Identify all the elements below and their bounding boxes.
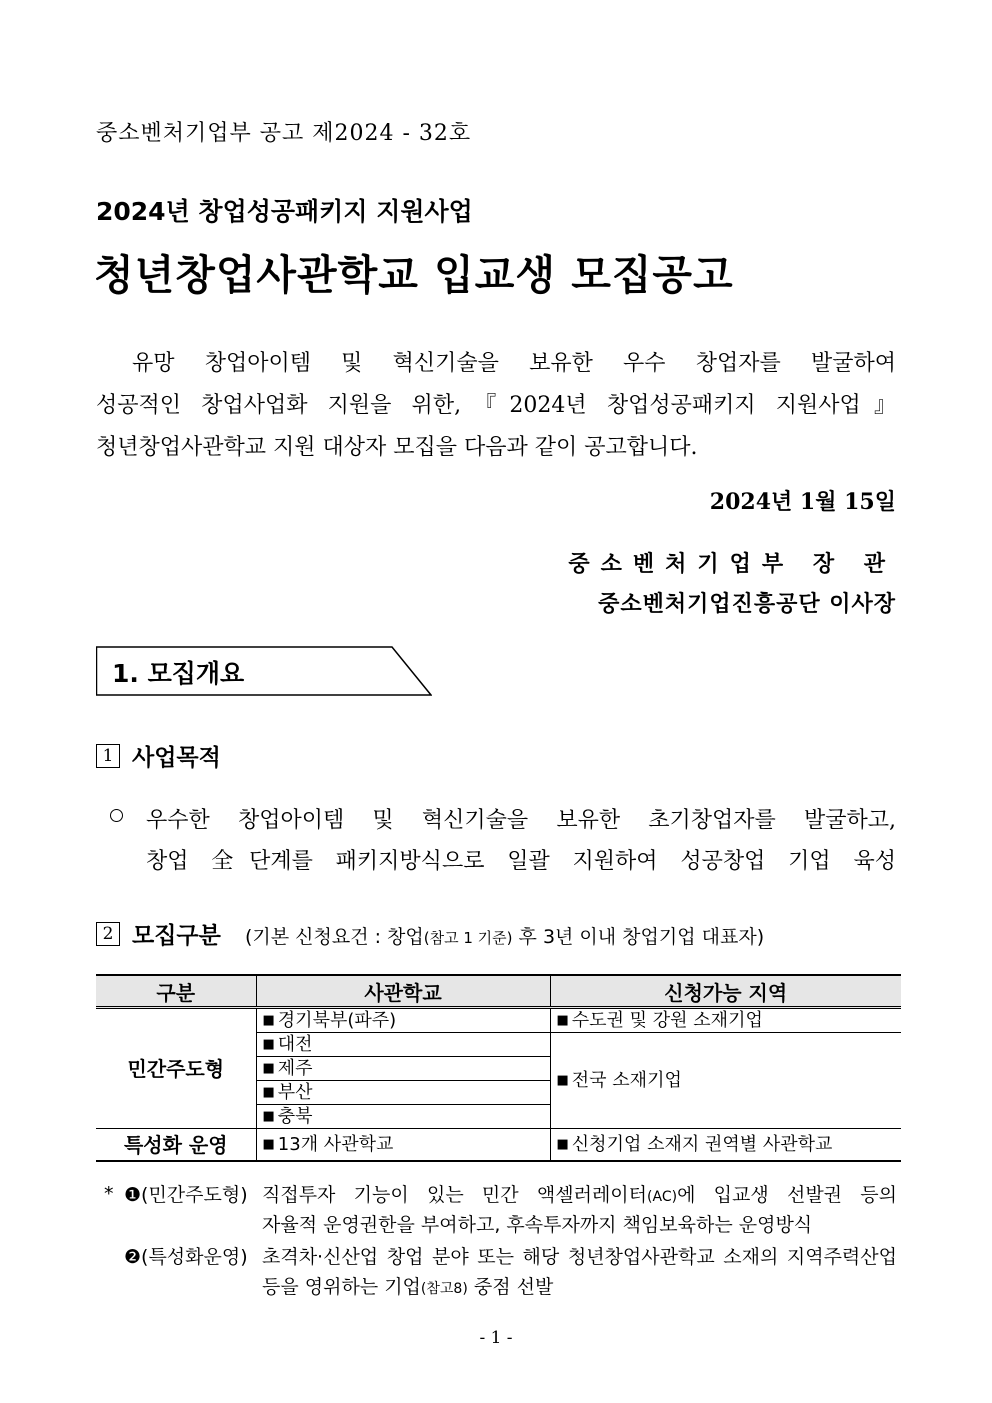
item-number-box: 2 xyxy=(96,922,120,946)
section-heading-box xyxy=(96,646,432,696)
document-subtitle: 2024년 창업성공패키지 지원사업 xyxy=(96,197,473,226)
issuer-agency: 중소벤처기업진흥공단 이사장 xyxy=(598,591,896,617)
footnote-2-line-2 xyxy=(262,1272,553,1299)
school-cell xyxy=(256,1105,550,1129)
announcement-date: 2024년 1월 15일 xyxy=(709,489,896,515)
footnote-1-line-2: 자율적 운영권한을 부여하고, 후속투자까지 책임보육하는 운영방식 xyxy=(262,1214,813,1236)
school-name: 경기북부(파주) xyxy=(277,1009,397,1031)
school-cell xyxy=(256,1008,550,1033)
square-bullet-icon: ■ xyxy=(262,1084,275,1100)
square-bullet-icon: ■ xyxy=(262,1036,275,1052)
circle-bullet-icon xyxy=(110,809,123,822)
region-text: 신청기업 소재지 권역별 사관학교 xyxy=(571,1133,833,1155)
school-cell xyxy=(256,1129,550,1162)
type-private: 민간주도형 xyxy=(96,1008,256,1129)
note-reference: (참고 1 기준) xyxy=(423,929,513,947)
document-title: 청년창업사관학교 입교생 모집공고 xyxy=(94,251,734,299)
school-name: 부산 xyxy=(277,1081,313,1103)
type-special: 특성화 운영 xyxy=(96,1129,256,1162)
footnote-2-line-1: 초격차·신산업 창업 분야 또는 해당 청년창업사관학교 소재의 지역주력산업 xyxy=(262,1246,897,1268)
footnote-text: 중점 선발 xyxy=(467,1276,554,1298)
table-row xyxy=(96,1129,901,1162)
region-cell xyxy=(550,1129,901,1162)
subheading-purpose: 사업목적 xyxy=(132,745,221,771)
header-type: 구분 xyxy=(96,975,256,1008)
table-header-row xyxy=(96,975,901,1008)
item-number-box: 1 xyxy=(96,744,120,768)
footnote-text: 에 입교생 선발권 등의 xyxy=(677,1184,897,1206)
intro-line-2: 성공적인 창업사업화 지원을 위한,『2024년 창업성공패키지 지원사업』 xyxy=(96,393,896,418)
region-text: 수도권 및 강원 소재기업 xyxy=(571,1009,763,1031)
region-text: 전국 소재기업 xyxy=(571,1069,682,1091)
header-school: 사관학교 xyxy=(256,975,550,1008)
square-bullet-icon: ■ xyxy=(556,1012,569,1028)
footnote-small-text: (AC) xyxy=(647,1189,678,1205)
square-bullet-icon: ■ xyxy=(262,1136,275,1152)
header-region: 신청가능 지역 xyxy=(550,975,901,1008)
purpose-line-1: 우수한 창업아이템 및 혁신기술을 보유한 초기창업자를 발굴하고, xyxy=(146,808,896,833)
note-prefix: (기본 신청요건 : 창업 xyxy=(245,926,424,948)
footnote-star: * xyxy=(104,1183,114,1205)
intro-line-1: 유망 창업아이템 및 혁신기술을 보유한 우수 창업자를 발굴하여 xyxy=(132,351,896,376)
page-number: - 1 - xyxy=(479,1328,513,1348)
region-cell xyxy=(550,1033,901,1129)
section-title: 1. 모집개요 xyxy=(112,659,245,688)
region-cell xyxy=(550,1008,901,1033)
square-bullet-icon: ■ xyxy=(262,1060,275,1076)
school-cell xyxy=(256,1081,550,1105)
footnote-1-label: ❶(민간주도형) xyxy=(124,1184,248,1206)
footnote-small-text: (참고8) xyxy=(420,1281,468,1297)
issuer-ministry: 중소벤처기업부 장 관 xyxy=(568,551,896,577)
footnote-2-label: ❷(특성화운영) xyxy=(124,1246,248,1268)
notice-number: 중소벤처기업부 공고 제2024 - 32호 xyxy=(96,121,472,146)
footnote-text: 등을 영위하는 기업 xyxy=(262,1276,421,1298)
note-suffix: 후 3년 이내 창업기업 대표자) xyxy=(512,926,765,948)
school-cell xyxy=(256,1057,550,1081)
school-name: 대전 xyxy=(277,1033,313,1055)
subheading-recruitment: 모집구분 xyxy=(132,923,221,949)
intro-line-3: 청년창업사관학교 지원 대상자 모집을 다음과 같이 공고합니다. xyxy=(96,435,698,460)
school-name: 충북 xyxy=(277,1105,313,1127)
square-bullet-icon: ■ xyxy=(262,1012,275,1028)
purpose-line-2: 창업 全단계를 패키지방식으로 일괄 지원하여 성공창업 기업 육성 xyxy=(146,849,896,874)
square-bullet-icon: ■ xyxy=(556,1072,569,1088)
square-bullet-icon: ■ xyxy=(556,1136,569,1152)
school-name: 제주 xyxy=(277,1057,313,1079)
table-row xyxy=(96,1008,901,1033)
recruitment-requirement-note xyxy=(245,922,764,949)
school-cell xyxy=(256,1033,550,1057)
footnote-text: 직접투자 기능이 있는 민간 액셀러레이터 xyxy=(262,1184,648,1206)
school-name: 13개 사관학교 xyxy=(277,1133,394,1155)
recruitment-table xyxy=(96,974,901,1162)
square-bullet-icon: ■ xyxy=(262,1108,275,1124)
footnote-1-line-1 xyxy=(262,1180,897,1207)
